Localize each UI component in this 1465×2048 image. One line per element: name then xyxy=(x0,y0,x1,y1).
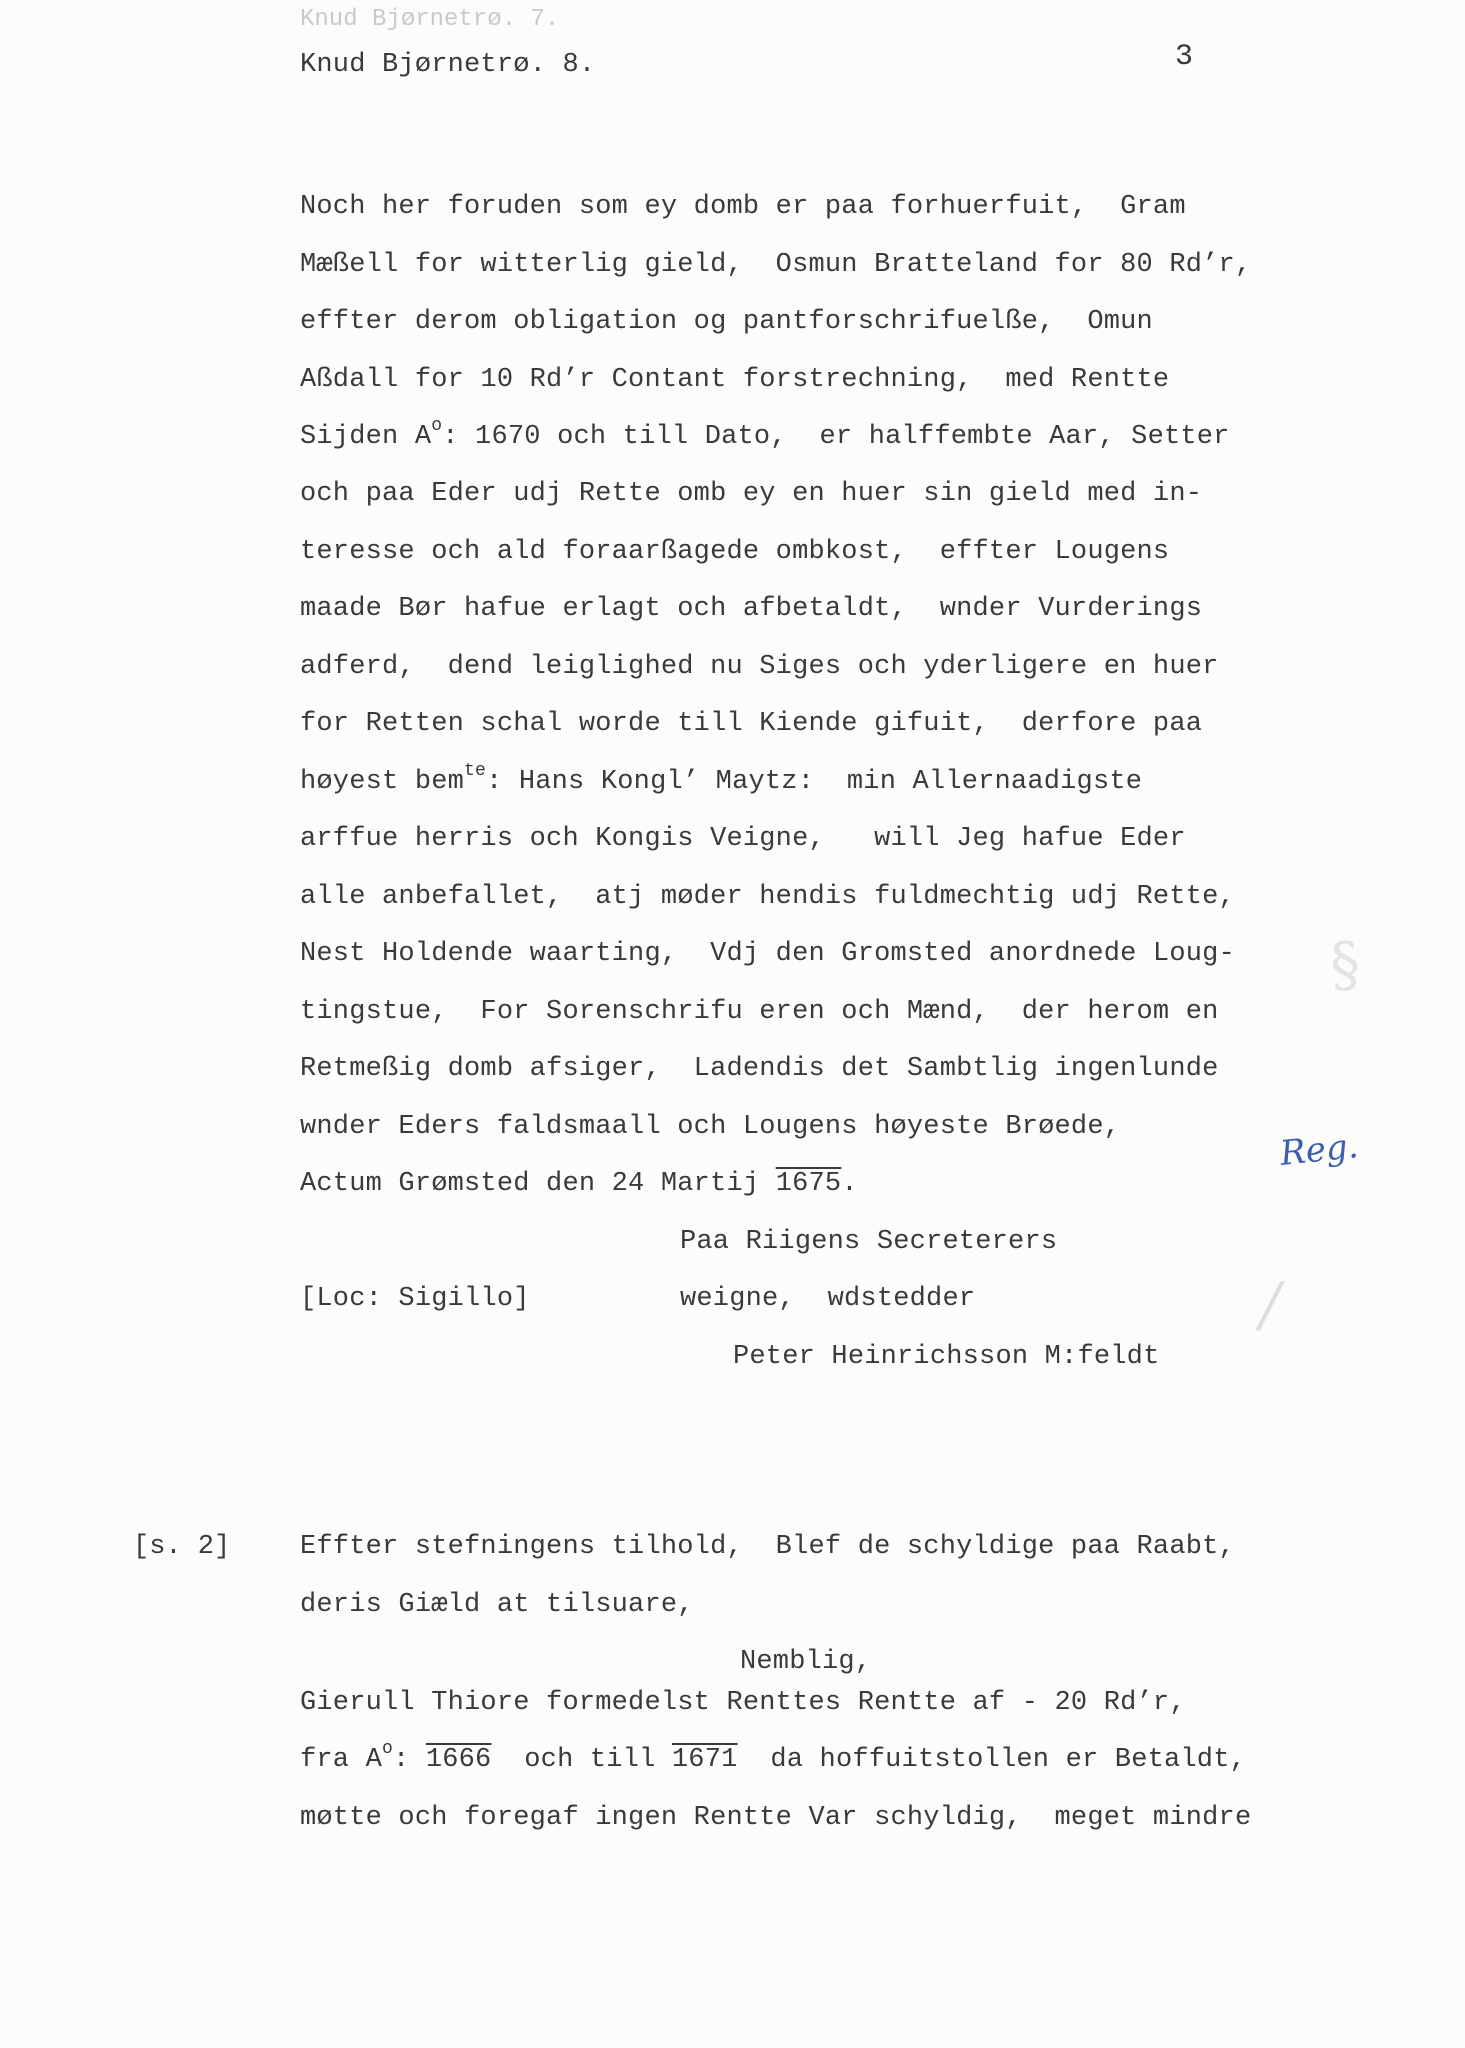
body-line: teresse och ald foraarßagede ombkost, effter Lougens xyxy=(300,537,1170,567)
page-header: Knud Bjørnetrø. 8. xyxy=(300,50,596,80)
body-line: effter derom obligation og pantforschrifuelße, Omun xyxy=(300,307,1153,337)
superscript: o xyxy=(431,416,443,436)
superscript: o xyxy=(382,1739,394,1759)
body-line: møtte och foregaf ingen Rentte Var schyldig, meget mindre xyxy=(300,1803,1252,1833)
body-line: adferd, dend leiglighed nu Siges och yderligere en huer xyxy=(300,652,1219,682)
text-run: Sijden A xyxy=(300,422,432,452)
body-line xyxy=(300,761,1143,801)
body-line xyxy=(300,416,1230,456)
body-line: Retmeßig domb afsiger, Ladendis det Sambtlig ingenlunde xyxy=(300,1054,1219,1084)
seal-note: [Loc: Sigillo] xyxy=(300,1284,530,1314)
body-line: Effter stefningens tilhold, Blef de schyldige paa Raabt, xyxy=(300,1532,1235,1562)
year: 1675 xyxy=(775,1169,842,1199)
signatory-name: Peter Heinrichsson M:feldt xyxy=(733,1342,1160,1372)
pencil-marks: / xyxy=(1260,1270,1281,1340)
body-line: tingstue, For Sorenschrifu eren och Mænd, der herom en xyxy=(300,997,1219,1027)
body-line xyxy=(300,1739,1247,1779)
text-run: : 1670 och till Dato, er halffembte Aar, Setter xyxy=(442,422,1230,452)
body-line: Nest Holdende waarting, Vdj den Gromsted anordnede Loug- xyxy=(300,939,1235,969)
text-run: och till xyxy=(491,1745,672,1775)
body-line: Nemblig, xyxy=(740,1647,872,1677)
year: 1671 xyxy=(671,1745,738,1775)
text-run: fra A xyxy=(300,1745,383,1775)
body-line: Aßdall for 10 Rd’r Contant forstrechning, med Rentte xyxy=(300,365,1170,395)
body-line xyxy=(300,1167,858,1201)
text-run: : Hans Kongl’ Maytz: min Allernaadigste xyxy=(486,767,1143,797)
text-run: Actum Grømsted den 24 Martij xyxy=(300,1169,776,1199)
signature-line: Paa Riigens Secreterers xyxy=(680,1227,1058,1257)
handwritten-note: Reg. xyxy=(1278,1126,1361,1174)
body-line: alle anbefallet, atj møder hendis fuldmechtig udj Rette, xyxy=(300,882,1235,912)
signature-line: weigne, wdstedder xyxy=(680,1284,976,1314)
bleed-through-marks: § xyxy=(1328,929,1362,1001)
body-line: deris Giæld at tilsuare, xyxy=(300,1590,694,1620)
body-line: for Retten schal worde till Kiende gifuit, derfore paa xyxy=(300,709,1203,739)
body-line: arffue herris och Kongis Veigne, will Jeg hafue Eder xyxy=(300,824,1186,854)
body-line: Mæßell for witterlig gield, Osmun Bratteland for 80 Rd’r, xyxy=(300,250,1252,280)
body-line: maade Bør hafue erlagt och afbetaldt, wnder Vurderings xyxy=(300,594,1203,624)
body-line: wnder Eders faldsmaall och Lougens høyeste Brøede, xyxy=(300,1112,1121,1142)
body-line: och paa Eder udj Rette omb ey en huer sin gield med in- xyxy=(300,479,1203,509)
body-line: Gierull Thiore formedelst Renttes Rentte af - 20 Rd’r, xyxy=(300,1688,1186,1718)
body-line: Noch her foruden som ey domb er paa forhuerfuit, Gram xyxy=(300,192,1186,222)
faded-previous-header: Knud Bjørnetrø. 7. xyxy=(300,6,560,33)
margin-reference: [s. 2] xyxy=(133,1532,231,1562)
superscript: te xyxy=(464,761,487,781)
year: 1666 xyxy=(425,1745,492,1775)
text-run: . xyxy=(841,1169,858,1199)
text-run: høyest bem xyxy=(300,767,465,797)
text-run: : xyxy=(393,1745,426,1775)
text-run: da hoffuitstollen er Betaldt, xyxy=(737,1745,1247,1775)
page-number: 3 xyxy=(1175,40,1194,74)
